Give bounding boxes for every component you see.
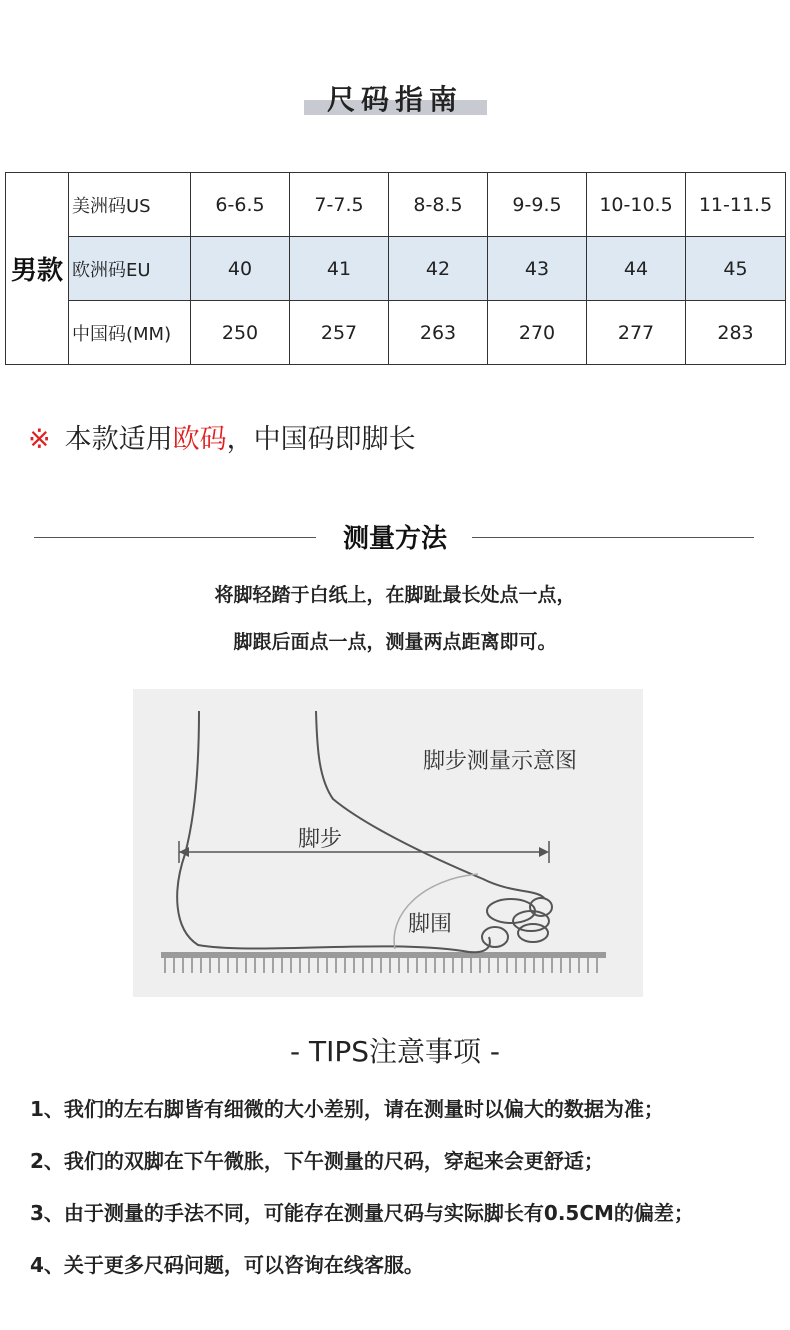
table-cell: 270 (488, 301, 587, 365)
tip-item: 2、我们的双脚在下午微胀，下午测量的尺码，穿起来会更舒适； (30, 1149, 604, 1173)
foot-measure-diagram (133, 689, 643, 997)
row-label-cn: 中国码(MM) (69, 301, 191, 365)
table-cell: 10-10.5 (587, 173, 686, 237)
ruler-bar (161, 952, 606, 958)
toe-5 (482, 927, 508, 947)
page-title: 尺码指南 (326, 83, 463, 116)
gender-label: 男款 (6, 173, 69, 365)
measure-title: 测量方法 (342, 524, 447, 554)
table-cell: 283 (686, 301, 786, 365)
table-row-cn (6, 301, 786, 365)
girth-label: 脚围 (408, 912, 453, 937)
table-cell: 11-11.5 (686, 173, 786, 237)
note-prefix: 本款适用 (64, 424, 173, 455)
toe-4 (518, 924, 548, 942)
size-table (5, 172, 786, 365)
table-cell: 8-8.5 (389, 173, 488, 237)
length-arrow-right (539, 847, 549, 857)
row-label-eu: 欧洲码EU (69, 237, 191, 301)
table-cell: 257 (290, 301, 389, 365)
table-cell: 44 (587, 237, 686, 301)
table-cell: 43 (488, 237, 587, 301)
diagram-caption: 脚步测量示意图 (423, 749, 578, 774)
measure-instruction-2: 脚跟后面点一点，测量两点距离即可。 (233, 631, 557, 653)
table-row-us (6, 173, 786, 237)
table-cell: 41 (290, 237, 389, 301)
ruler-ticks (165, 958, 597, 973)
tips-title: - TIPS注意事项 - (289, 1035, 501, 1068)
table-cell: 9-9.5 (488, 173, 587, 237)
row-label-us: 美洲码US (69, 173, 191, 237)
table-cell: 263 (389, 301, 488, 365)
tip-item: 4、关于更多尺码问题，可以咨询在线客服。 (30, 1253, 424, 1277)
table-cell: 45 (686, 237, 786, 301)
table-cell: 6-6.5 (191, 173, 290, 237)
tip-item: 1、我们的左右脚皆有细微的大小差别，请在测量时以偏大的数据为准； (30, 1097, 664, 1121)
table-cell: 42 (389, 237, 488, 301)
size-note (28, 417, 416, 456)
toe-2 (513, 911, 549, 931)
tip-item: 3、由于测量的手法不同，可能存在测量尺码与实际脚长有0.5CM的偏差； (30, 1201, 694, 1225)
note-suffix: ，中国码即脚长 (226, 424, 416, 455)
foot-illustration (133, 689, 643, 997)
foot-top-outline (316, 711, 545, 899)
table-cell: 40 (191, 237, 290, 301)
measure-instruction-1: 将脚轻踏于白纸上，在脚趾最长处点一点， (214, 584, 576, 606)
table-cell: 7-7.5 (290, 173, 389, 237)
table-cell: 250 (191, 301, 290, 365)
length-label: 脚步 (298, 827, 343, 852)
reference-mark: ※ (28, 424, 51, 455)
table-cell: 277 (587, 301, 686, 365)
note-highlight: 欧码 (172, 424, 227, 455)
table-row-eu (6, 237, 786, 301)
